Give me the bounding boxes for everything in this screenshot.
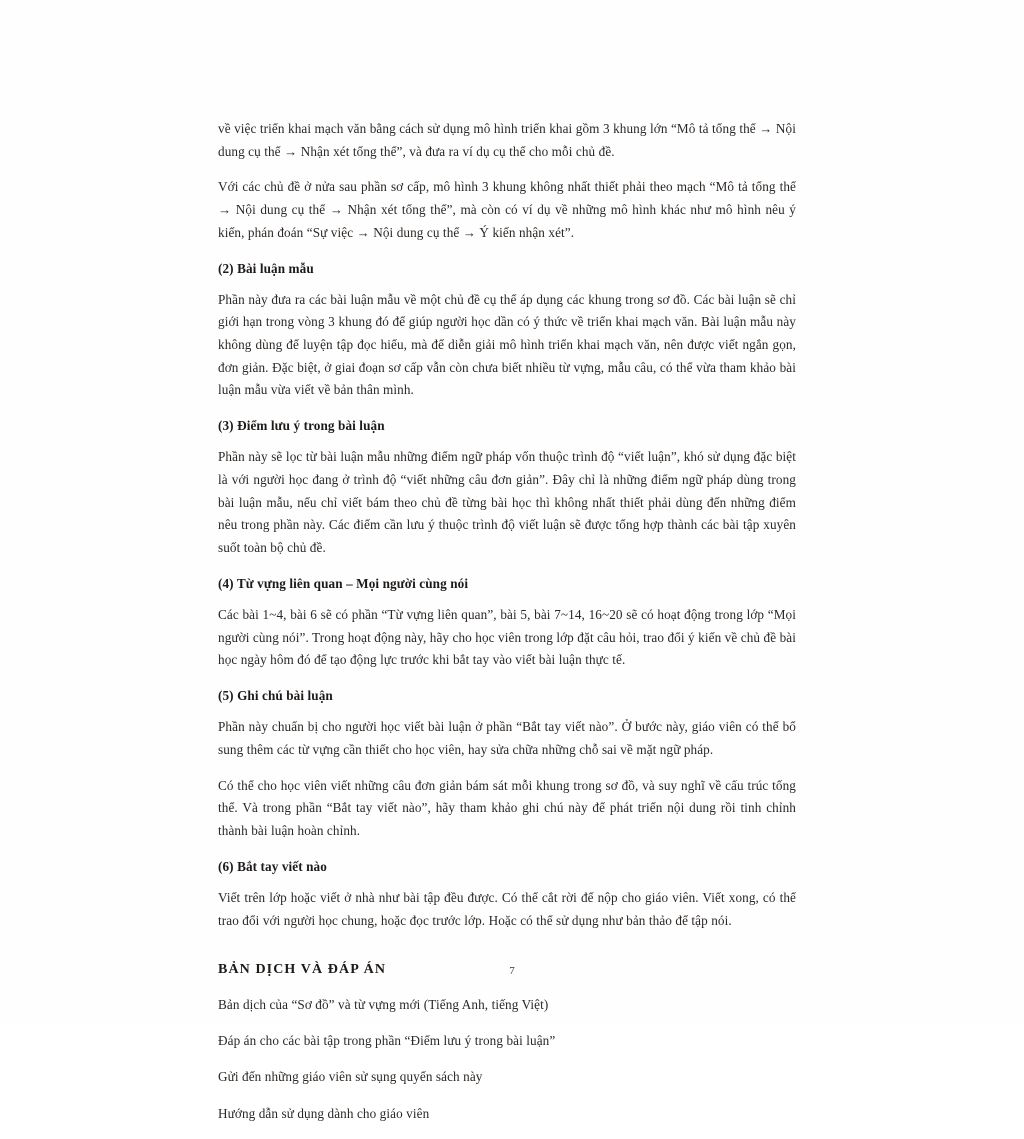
section-heading-3: (3) Điểm lưu ý trong bài luận — [218, 418, 385, 434]
paragraph: Phần này đưa ra các bài luận mẫu về một chủ đề cụ thể áp dụng các khung trong sơ đồ. Các bài luận sẽ chỉ giới hạn trong vòng 3 khung đó để giúp người học dần có ý thức về triển khai mạch văn. Bài luận mẫu này không dùng để luyện tập đọc hiểu, mà để diễn giải mô hình triển khai mạch văn, nên được viết ngắn gọn, đơn giản. Đặc biệt, ở giai đoạn sơ cấp vẫn còn chưa biết nhiều từ vựng, mẫu câu, có thể vừa tham khảo bài luận mẫu vừa viết về bản thân mình. — [218, 291, 796, 398]
appendix-item: Hướng dẫn sử dụng dành cho giáo viên — [218, 1105, 430, 1121]
page-number: 7 — [509, 965, 515, 977]
section-heading-2: (2) Bài luận mẫu — [218, 260, 314, 276]
paragraph: Các bài 1~4, bài 6 sẽ có phần “Từ vựng liên quan”, bài 5, bài 7~14, 16~20 sẽ có hoạt động trong lớp “Mọi người cùng nói”. Trong hoạt động này, hãy cho học viên trong lớp đặt câu hỏi, trao đổi ý kiến về chủ đề bài học ngày hôm đó để tạo động lực trước khi bắt tay vào viết bài luận thực tế. — [218, 606, 796, 668]
appendix-item: Bản dịch của “Sơ đồ” và từ vựng mới (Tiếng Anh, tiếng Việt) — [218, 997, 549, 1013]
page-content — [218, 118, 796, 1139]
section-heading-6: (6) Bắt tay viết nào — [218, 858, 327, 874]
paragraph: Viết trên lớp hoặc viết ở nhà như bài tập đều được. Có thể cắt rời để nộp cho giáo viên. Viết xong, có thể trao đổi với người học chung, hoặc đọc trước lớp. Hoặc có thể sử dụng như bản thảo để tập nói. — [218, 889, 796, 928]
paragraph: Phần này chuẩn bị cho người học viết bài luận ở phần “Bắt tay viết nào”. Ở bước này, giáo viên có thể bổ sung thêm các từ vựng cần thiết cho học viên, hay sửa chữa những chỗ sai về mặt ngữ pháp. — [218, 719, 796, 757]
appendix-item: Gửi đến những giáo viên sử sụng quyển sách này — [218, 1069, 483, 1085]
section-heading-4: (4) Từ vựng liên quan – Mọi người cùng nói — [218, 575, 469, 591]
appendix-heading: BẢN DỊCH VÀ ĐÁP ÁN — [218, 962, 387, 978]
paragraph: về việc triển khai mạch văn bằng cách sử dụng mô hình triển khai gồm 3 khung lớn “Mô tả tổng thể → Nội dung cụ thể → Nhận xét tổng thể”, và đưa ra ví dụ cụ thể cho mỗi chủ đề. — [218, 121, 796, 159]
paragraph: Có thể cho học viên viết những câu đơn giản bám sát mỗi khung trong sơ đồ, và suy nghĩ về cấu trúc tổng thể. Và trong phần “Bắt tay viết nào”, hãy tham khảo ghi chú này để phát triển nội dung rồi tinh chỉnh thành bài luận hoàn chỉnh. — [218, 777, 796, 838]
paragraph: Với các chủ đề ở nửa sau phần sơ cấp, mô hình 3 khung không nhất thiết phải theo mạch “Mô tả tổng thể → Nội dung cụ thể → Nhận xét tổng thể”, mà còn có ví dụ về những mô hình khác như mô hình nêu ý kiến, phán đoán “Sự việc → Nội dung cụ thể → Ý kiến nhận xét”. — [218, 179, 796, 240]
section-heading-5: (5) Ghi chú bài luận — [218, 688, 333, 704]
appendix-item: Đáp án cho các bài tập trong phần “Điểm lưu ý trong bài luận” — [218, 1033, 556, 1049]
paragraph: Phần này sẽ lọc từ bài luận mẫu những điểm ngữ pháp vốn thuộc trình độ “viết luận”, khó sử dụng đặc biệt là với người học đang ở trình độ “viết những câu đơn giản”. Đây chỉ là những điểm ngữ pháp dùng trong bài luận mẫu, nếu chỉ viết bám theo chủ đề từng bài học thì không nhất thiết phải dùng đến những điểm nêu trong phần này. Các điểm cần lưu ý thuộc trình độ viết luận sẽ được tổng hợp thành các bài tập xuyên suốt toàn bộ chủ đề. — [218, 449, 796, 556]
